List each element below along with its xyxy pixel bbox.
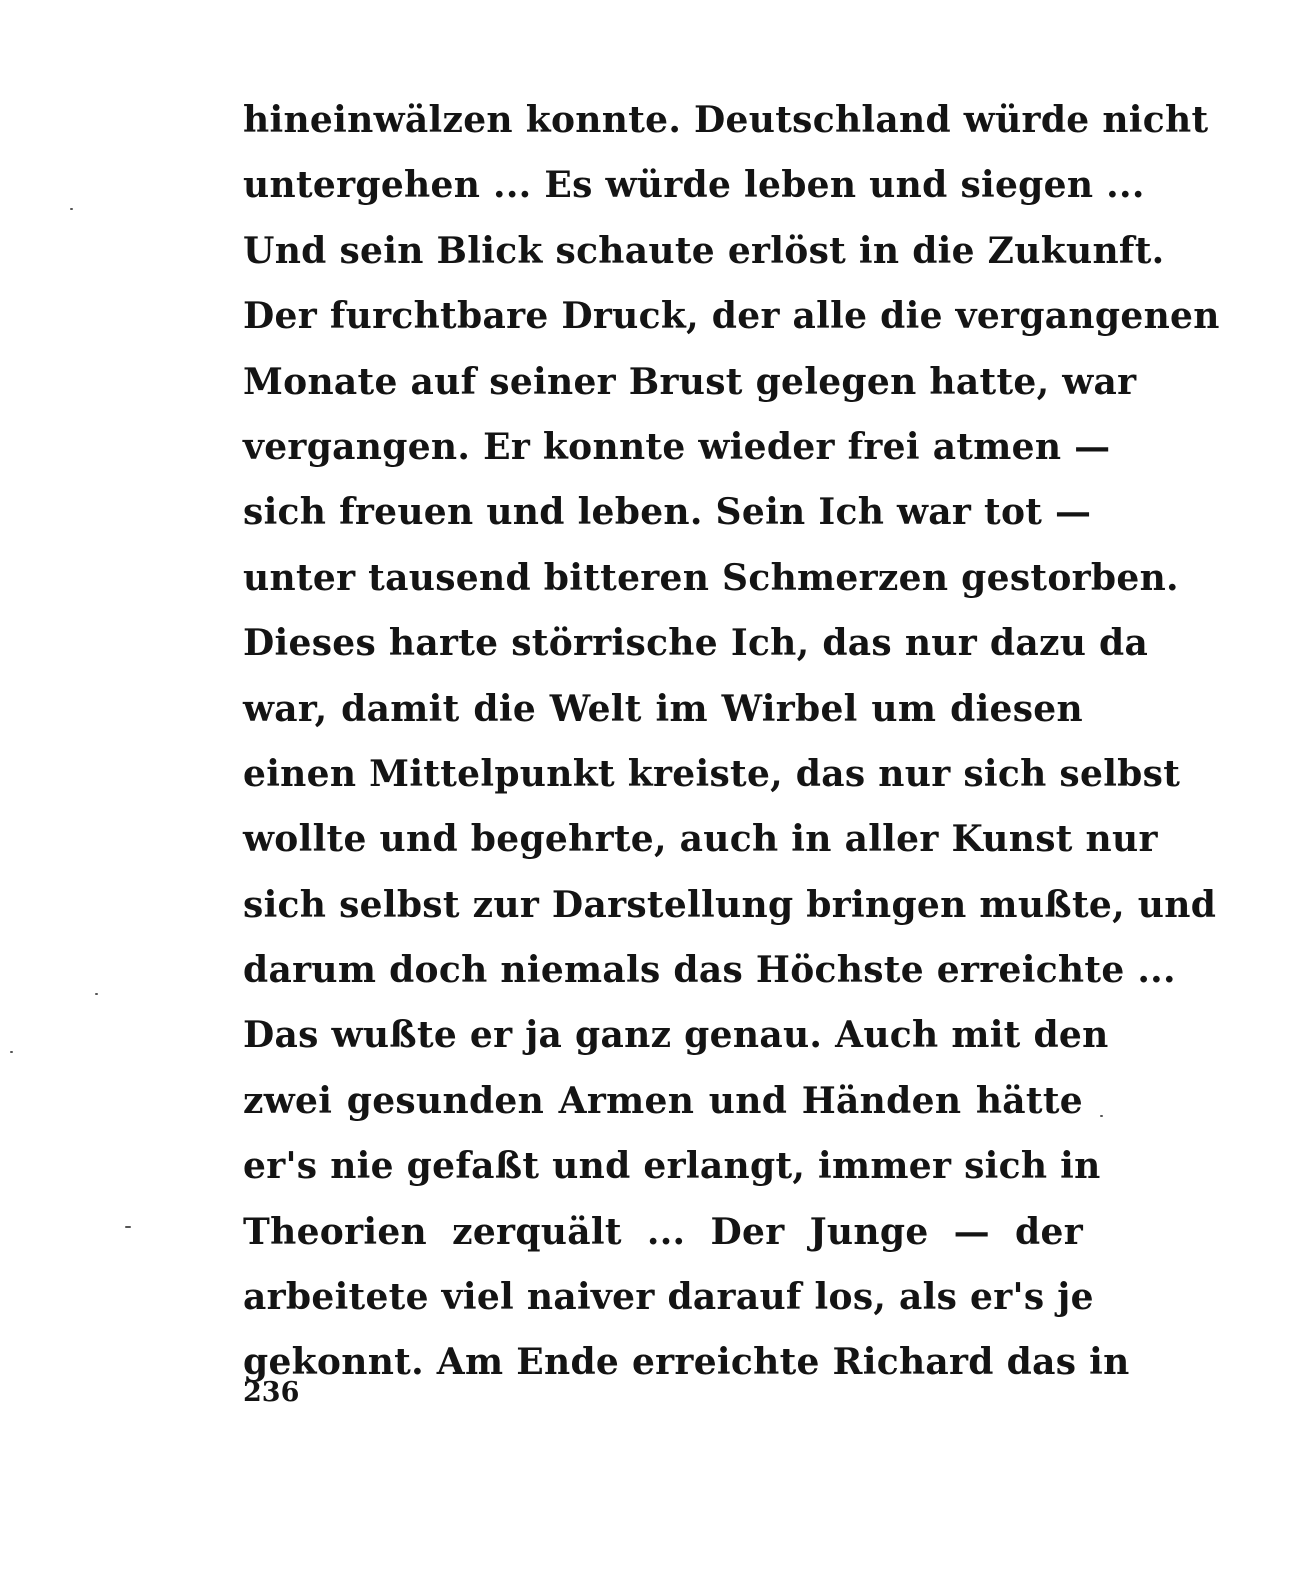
text-line: wollte und begehrte, auch in aller Kunst nur	[243, 818, 1158, 861]
text-line: Und sein Blick schaute erlöst in die Zukunft.	[243, 229, 1165, 272]
text-line: sich selbst zur Darstellung bringen mußte, und	[243, 883, 1217, 926]
page-number: 236	[243, 1377, 300, 1408]
text-line: gekonnt. Am Ende erreichte Richard das in	[243, 1341, 1130, 1384]
text-line: unter tausend bitteren Schmerzen gestorben.	[243, 556, 1179, 599]
scan-speck	[95, 993, 98, 995]
text-line: darum doch niemals das Höchste erreichte ...	[243, 949, 1176, 992]
scan-speck	[125, 1226, 131, 1228]
text-line: hineinwälzen konnte. Deutschland würde nicht	[243, 99, 1209, 141]
text-line: war, damit die Welt im Wirbel um diesen	[243, 687, 1083, 730]
scan-speck	[10, 1051, 13, 1053]
text-line: untergehen ... Es würde leben und siegen ...	[243, 164, 1145, 207]
text-line: Monate auf seiner Brust gelegen hatte, war	[243, 360, 1137, 403]
text-line: Theorien zerquält ... Der Junge — der	[243, 1210, 1083, 1253]
text-line: er's nie gefaßt und erlangt, immer sich in	[243, 1145, 1101, 1188]
text-line: vergangen. Er konnte wieder frei atmen —	[243, 425, 1111, 468]
text-line: Der furchtbare Druck, der alle die vergangenen	[243, 295, 1220, 338]
body-text	[243, 88, 1220, 1396]
text-line: arbeitete viel naiver darauf los, als er's je	[243, 1276, 1094, 1319]
text-line: Das wußte er ja ganz genau. Auch mit den	[243, 1014, 1109, 1057]
scan-speck	[70, 208, 73, 210]
text-line: Dieses harte störrische Ich, das nur dazu da	[243, 622, 1149, 665]
text-line: sich freuen und leben. Sein Ich war tot —	[243, 491, 1092, 534]
text-line: zwei gesunden Armen und Händen hätte	[243, 1079, 1083, 1122]
scan-speck	[1100, 1115, 1103, 1117]
text-line: einen Mittelpunkt kreiste, das nur sich selbst	[243, 752, 1181, 795]
